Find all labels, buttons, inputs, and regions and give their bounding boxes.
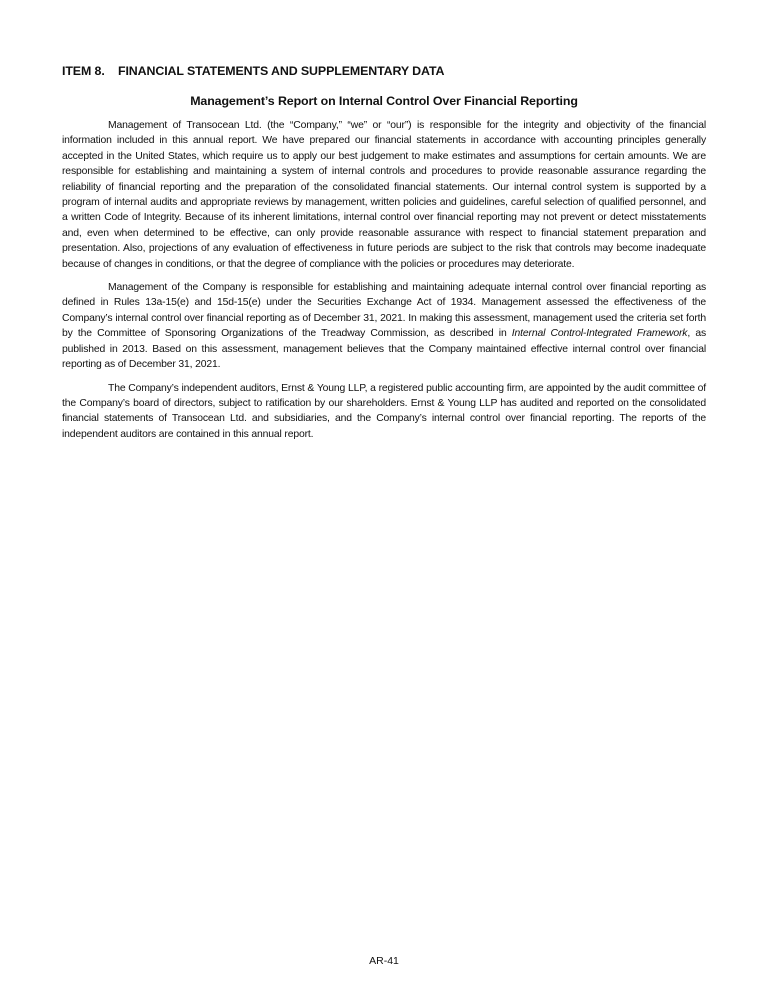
page-number: AR-41: [369, 955, 399, 967]
framework-title: Internal Control-Integrated Framework: [511, 328, 688, 340]
paragraph-auditors: The Company’s independent auditors, Ernst & Young LLP, a registered public accounting firm, are appointed by the audit committee of the Company’s board of directors, subject to ratification by our shareholders. Ernst & Young LLP has audited and reported on the consolidated financial statements of Transocean Ltd. and subsidiaries, and the Company’s internal control over financial reporting. The reports of the independent auditors are contained in this annual report.: [62, 382, 706, 440]
paragraph-assessment-text-start: Management of the Company is responsible for establishing and maintaining adequate internal control over financial reporting as defined in Rules 13a-15(e) and 15d-15(e) under the Securities Exchange Act of 1934. Management assessed the effectiveness of the Company’s internal control over financial reporting as of December 31, 2021. In making this assessment, management used the criteria set forth by the Committee of Sponsoring Organizations of the Treadway Commission, as described in: [62, 282, 706, 340]
report-body: [62, 118, 706, 450]
paragraph-responsibility: Management of Transocean Ltd. (the “Company,” “we” or “our”) is responsible for the integrity and objectivity of the financial information included in this annual report. We have prepared our financial statements in accordance with accounting principles generally accepted in the United States, which require us to apply our best judgement to make estimates and assumptions for certain amounts. We are responsible for establishing and maintaining a system of internal controls and procedures to provide reasonable assurance regarding the reliability of financial reporting and the preparation of the consolidated financial statements. Our internal control system is supported by a program of internal audits and appropriate reviews by management, written policies and guidelines, careful selection of qualified personnel, and a written Code of Integrity. Because of its inherent limitations, internal control over financial reporting may not prevent or detect misstatements and, even when determined to be effective, can only provide reasonable assurance with respect to financial statement preparation and presentation. Also, projections of any evaluation of effectiveness in future periods are subject to the risk that controls may become inadequate because of changes in conditions, or that the degree of compliance with the policies or procedures may deteriorate.: [62, 120, 706, 270]
paragraph-assessment-text-end: , as published in 2013. Based on this assessment, management believes that the Company maintained effective internal control over financial reporting as of December 31, 2021.: [62, 328, 706, 371]
item-heading: [62, 64, 444, 78]
report-title: Management’s Report on Internal Control Over Financial Reporting: [190, 94, 578, 108]
paragraph-assessment: [62, 280, 706, 372]
item-number: ITEM 8.: [62, 64, 105, 78]
item-title: FINANCIAL STATEMENTS AND SUPPLEMENTARY DATA: [118, 64, 445, 78]
